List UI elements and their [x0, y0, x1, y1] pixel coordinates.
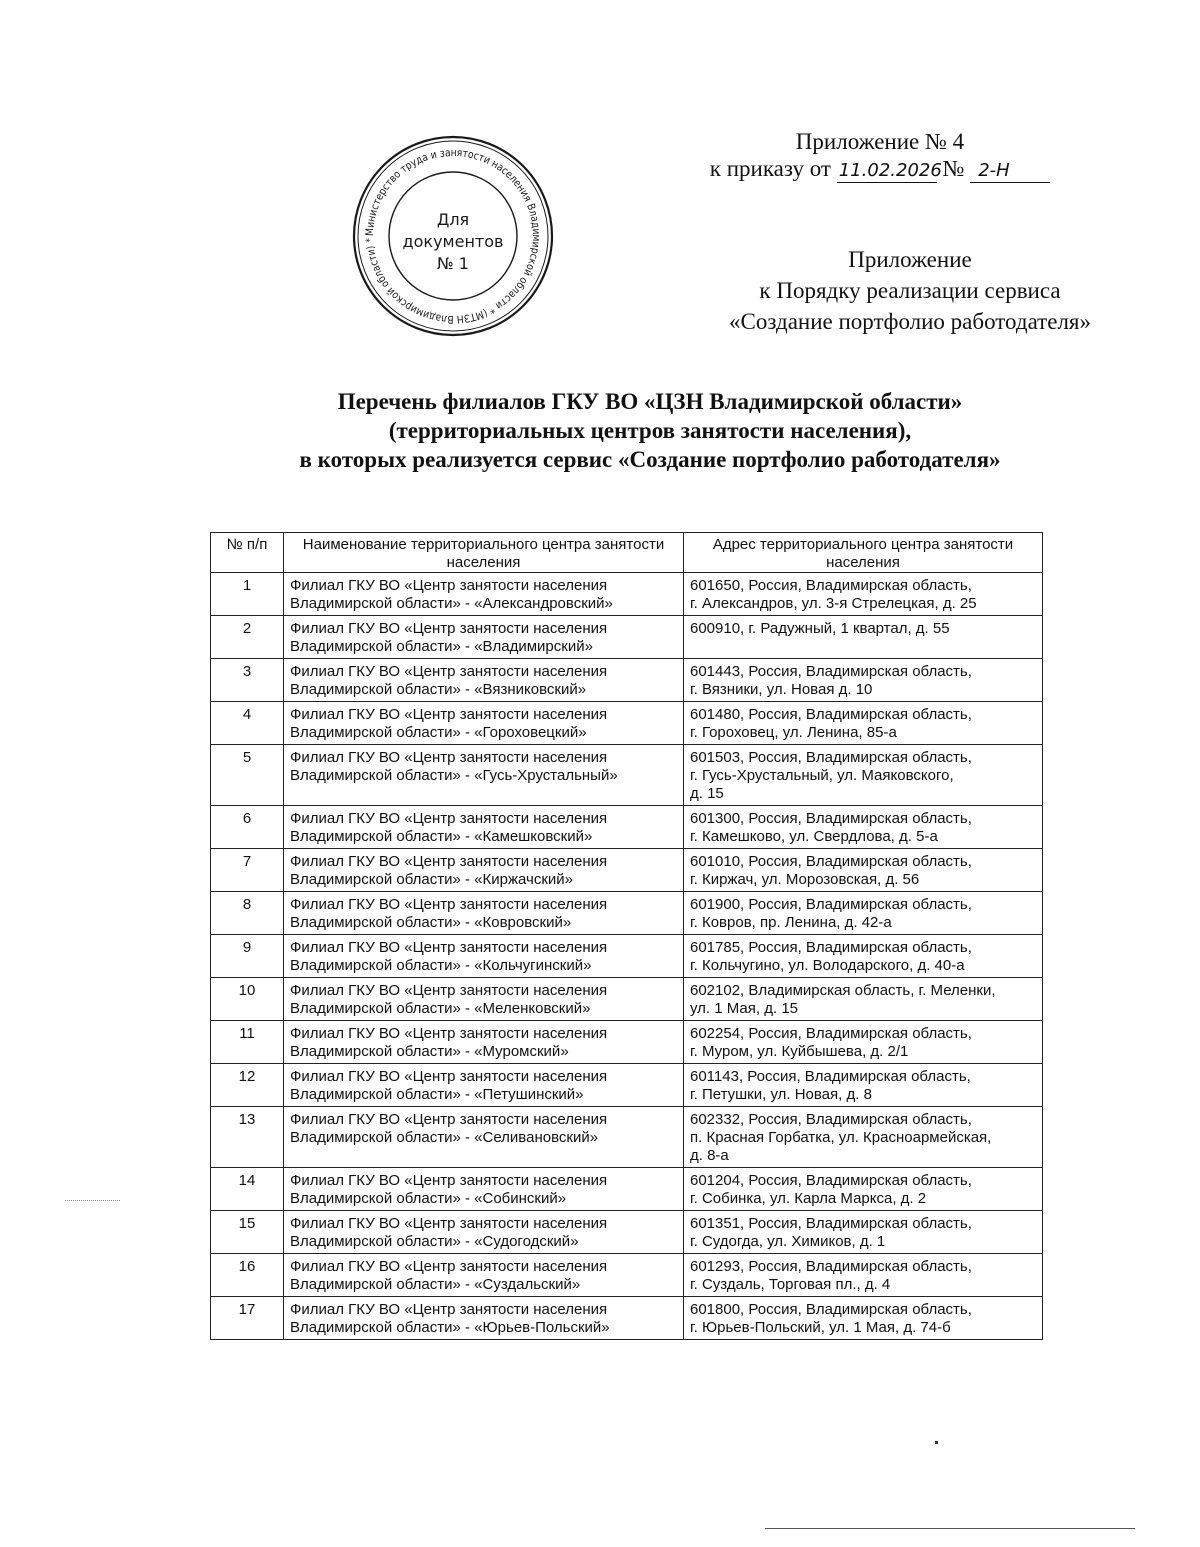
row-number: 17	[211, 1297, 284, 1340]
branch-name-line: Филиал ГКУ ВО «Центр занятости населения	[290, 1258, 608, 1275]
branch-address-cell	[684, 1021, 1043, 1064]
branch-address-cell	[684, 745, 1043, 806]
row-number: 6	[211, 806, 284, 849]
branch-name-line: Владимирской области» - «Вязниковский»	[290, 681, 587, 698]
appendix-procedure-block	[660, 244, 1160, 337]
row-number: 3	[211, 659, 284, 702]
branch-address-cell	[684, 1064, 1043, 1107]
table-row	[211, 935, 1043, 978]
branch-name-cell	[284, 1021, 684, 1064]
order-date: 11.02.2026	[838, 160, 942, 181]
branch-address-cell	[684, 892, 1043, 935]
branch-address-line: 601293, Россия, Владимирская область,	[690, 1258, 972, 1275]
branch-name-line: Филиал ГКУ ВО «Центр занятости населения	[290, 706, 608, 723]
branch-address-line: 601650, Россия, Владимирская область,	[690, 577, 972, 594]
branch-name-line: Филиал ГКУ ВО «Центр занятости населения	[290, 749, 608, 766]
appendix-4-block	[700, 128, 1060, 183]
branch-address-cell	[684, 849, 1043, 892]
row-number: 15	[211, 1211, 284, 1254]
branch-address-line: 601351, Россия, Владимирская область,	[690, 1215, 972, 1232]
svg-text:Для: Для	[436, 210, 470, 229]
branch-name-line: Владимирской области» - «Суздальский»	[290, 1276, 581, 1293]
branch-address-cell	[684, 1254, 1043, 1297]
branch-name-cell	[284, 1254, 684, 1297]
branch-address-line: 601300, Россия, Владимирская область,	[690, 810, 972, 827]
order-reference	[700, 155, 1060, 183]
branch-name-cell	[284, 1211, 684, 1254]
branch-address-line: г. Судогда, ул. Химиков, д. 1	[690, 1233, 886, 1250]
svg-text:документов: документов	[402, 232, 504, 251]
appendix-service-name: «Создание портфолио работодателя»	[728, 309, 1091, 334]
branch-address-line: г. Гусь-Хрустальный, ул. Маяковского,	[690, 767, 954, 784]
branch-address-line: 601204, Россия, Владимирская область,	[690, 1172, 972, 1189]
branch-address-line: г. Муром, ул. Куйбышева, д. 2/1	[690, 1043, 909, 1060]
branch-name-line: Филиал ГКУ ВО «Центр занятости населения	[290, 853, 608, 870]
row-number: 12	[211, 1064, 284, 1107]
branch-name-cell	[284, 1107, 684, 1168]
table-row	[211, 1021, 1043, 1064]
branch-address-line: д. 15	[690, 785, 724, 802]
branch-name-cell	[284, 935, 684, 978]
branch-name-line: Владимирской области» - «Александровский»	[290, 595, 613, 612]
document-stamp	[350, 133, 556, 339]
appendix-subheading: к Порядку реализации сервиса	[759, 278, 1061, 303]
table-row	[211, 1211, 1043, 1254]
branch-name-cell	[284, 892, 684, 935]
table-header-row	[211, 533, 1043, 573]
branch-address-cell	[684, 659, 1043, 702]
branch-name-line: Владимирской области» - «Петушинский»	[290, 1086, 584, 1103]
branch-name-line: Владимирской области» - «Селивановский»	[290, 1129, 599, 1146]
branch-name-cell	[284, 849, 684, 892]
branch-address-line: 601443, Россия, Владимирская область,	[690, 663, 972, 680]
table-row	[211, 1064, 1043, 1107]
branch-name-cell	[284, 806, 684, 849]
row-number: 9	[211, 935, 284, 978]
table-row	[211, 978, 1043, 1021]
row-number: 14	[211, 1168, 284, 1211]
scan-dot	[935, 1441, 938, 1444]
branch-name-line: Владимирской области» - «Гусь-Хрустальный»	[290, 767, 618, 784]
branch-address-cell	[684, 1297, 1043, 1340]
title-line-3: в которых реализуется сервис «Создание портфолио работодателя»	[299, 447, 1001, 472]
branch-address-line: г. Собинка, ул. Карла Маркса, д. 2	[690, 1190, 927, 1207]
branch-address-line: г. Кольчугино, ул. Володарского, д. 40-а	[690, 957, 965, 974]
branch-address-cell	[684, 978, 1043, 1021]
branch-address-line: г. Вязники, ул. Новая д. 10	[690, 681, 873, 698]
branch-name-line: Филиал ГКУ ВО «Центр занятости населения	[290, 1301, 608, 1318]
branch-address-line: г. Гороховец, ул. Ленина, 85-а	[690, 724, 897, 741]
table-row	[211, 573, 1043, 616]
title-line-1: Перечень филиалов ГКУ ВО «ЦЗН Владимирской области»	[337, 389, 963, 414]
branch-address-line: г. Юрьев-Польский, ул. 1 Мая, д. 74-б	[690, 1319, 951, 1336]
branch-address-cell	[684, 806, 1043, 849]
branch-address-cell	[684, 935, 1043, 978]
branch-address-cell	[684, 1168, 1043, 1211]
branch-name-line: Владимирской области» - «Кольчугинский»	[290, 957, 592, 974]
row-number: 2	[211, 616, 284, 659]
order-prefix: к приказу от	[709, 156, 831, 181]
branch-address-cell	[684, 702, 1043, 745]
branch-name-cell	[284, 1297, 684, 1340]
header-address: Адрес территориального центра занятости населения	[684, 533, 1043, 573]
branch-name-line: Владимирской области» - «Ковровский»	[290, 914, 572, 931]
branch-address-line: г. Суздаль, Торговая пл., д. 4	[690, 1276, 891, 1293]
branch-name-line: Владимирской области» - «Киржачский»	[290, 871, 573, 888]
branch-address-line: 601010, Россия, Владимирская область,	[690, 853, 972, 870]
title-line-2: (территориальных центров занятости населения),	[388, 418, 912, 443]
row-number: 16	[211, 1254, 284, 1297]
branch-name-line: Филиал ГКУ ВО «Центр занятости населения	[290, 896, 608, 913]
branch-name-line: Филиал ГКУ ВО «Центр занятости населения	[290, 663, 608, 680]
branch-name-line: Филиал ГКУ ВО «Центр занятости населения	[290, 982, 608, 999]
branch-address-line: г. Ковров, пр. Ленина, д. 42-а	[690, 914, 892, 931]
branch-address-line: г. Петушки, ул. Новая, д. 8	[690, 1086, 872, 1103]
branch-name-line: Владимирской области» - «Собинский»	[290, 1190, 567, 1207]
table-row	[211, 1107, 1043, 1168]
table-row	[211, 1254, 1043, 1297]
branch-address-cell	[684, 616, 1043, 659]
scan-line	[765, 1528, 1135, 1529]
branch-address-line: 601900, Россия, Владимирская область,	[690, 896, 972, 913]
branch-address-cell	[684, 1211, 1043, 1254]
row-number: 7	[211, 849, 284, 892]
table-row	[211, 659, 1043, 702]
svg-text:Министерство труда и занятости: Министерство труда и занятости населения Владимирской области * (МТЗН Владимирской области) *	[363, 146, 543, 326]
order-number-label: №	[942, 156, 965, 181]
branch-name-cell	[284, 745, 684, 806]
branch-name-cell	[284, 616, 684, 659]
branch-name-line: Филиал ГКУ ВО «Центр занятости населения	[290, 1111, 608, 1128]
table-body	[211, 573, 1043, 1340]
branch-name-line: Филиал ГКУ ВО «Центр занятости населения	[290, 1172, 608, 1189]
order-number: 2-Н	[970, 160, 1050, 183]
branch-address-line: г. Камешково, ул. Свердлова, д. 5-а	[690, 828, 938, 845]
header-num: № п/п	[211, 533, 284, 573]
branch-address-line: г. Александров, ул. 3-я Стрелецкая, д. 25	[690, 595, 977, 612]
row-number: 1	[211, 573, 284, 616]
branch-name-cell	[284, 573, 684, 616]
branch-address-line: 602332, Россия, Владимирская область,	[690, 1111, 972, 1128]
table-row	[211, 616, 1043, 659]
branch-name-line: Владимирской области» - «Гороховецкий»	[290, 724, 587, 741]
table-row	[211, 1168, 1043, 1211]
row-number: 10	[211, 978, 284, 1021]
branch-address-cell	[684, 1107, 1043, 1168]
branch-name-cell	[284, 1168, 684, 1211]
branch-name-line: Владимирской области» - «Муромский»	[290, 1043, 569, 1060]
header-name: Наименование территориального центра занятости населения	[284, 533, 684, 573]
branch-name-cell	[284, 702, 684, 745]
table-row	[211, 1297, 1043, 1340]
branch-name-line: Филиал ГКУ ВО «Центр занятости населения	[290, 577, 608, 594]
branch-name-line: Владимирской области» - «Юрьев-Польский»	[290, 1319, 610, 1336]
table-row	[211, 702, 1043, 745]
branch-address-line: д. 8-а	[690, 1147, 729, 1164]
branch-address-line: 601800, Россия, Владимирская область,	[690, 1301, 972, 1318]
scan-mark	[65, 1200, 120, 1201]
branch-name-cell	[284, 1064, 684, 1107]
row-number: 4	[211, 702, 284, 745]
branch-name-line: Владимирской области» - «Владимирский»	[290, 638, 593, 655]
branch-name-line: Филиал ГКУ ВО «Центр занятости населения	[290, 1215, 608, 1232]
branch-address-line: 601785, Россия, Владимирская область,	[690, 939, 972, 956]
branch-address-line: 602254, Россия, Владимирская область,	[690, 1025, 972, 1042]
branch-name-cell	[284, 978, 684, 1021]
branch-name-cell	[284, 659, 684, 702]
table-row	[211, 849, 1043, 892]
branch-name-line: Филиал ГКУ ВО «Центр занятости населения	[290, 810, 608, 827]
row-number: 13	[211, 1107, 284, 1168]
appendix-4-heading: Приложение № 4	[795, 129, 965, 154]
branch-address-line: 601503, Россия, Владимирская область,	[690, 749, 972, 766]
branch-address-line: 600910, г. Радужный, 1 квартал, д. 55	[690, 620, 950, 637]
branch-address-line: 601480, Россия, Владимирская область,	[690, 706, 972, 723]
svg-text:№ 1: № 1	[437, 254, 469, 273]
document-title	[150, 387, 1150, 474]
appendix-heading: Приложение	[848, 247, 972, 272]
row-number: 11	[211, 1021, 284, 1064]
branch-name-line: Владимирской области» - «Меленковский»	[290, 1000, 591, 1017]
branches-table	[210, 532, 1043, 1340]
branch-name-line: Филиал ГКУ ВО «Центр занятости населения	[290, 620, 608, 637]
branch-address-line: п. Красная Горбатка, ул. Красноармейская,	[690, 1129, 992, 1146]
table-row	[211, 892, 1043, 935]
table-row	[211, 745, 1043, 806]
table-row	[211, 806, 1043, 849]
row-number: 8	[211, 892, 284, 935]
branch-name-line: Владимирской области» - «Камешковский»	[290, 828, 593, 845]
branch-address-line: ул. 1 Мая, д. 15	[690, 1000, 799, 1017]
branch-address-line: 601143, Россия, Владимирская область,	[690, 1068, 971, 1085]
branch-name-line: Филиал ГКУ ВО «Центр занятости населения	[290, 1068, 608, 1085]
branch-name-line: Филиал ГКУ ВО «Центр занятости населения	[290, 1025, 608, 1042]
branch-address-line: 602102, Владимирская область, г. Меленки,	[690, 982, 996, 999]
branch-address-line: г. Киржач, ул. Морозовская, д. 56	[690, 871, 920, 888]
branch-address-cell	[684, 573, 1043, 616]
row-number: 5	[211, 745, 284, 806]
branch-name-line: Филиал ГКУ ВО «Центр занятости населения	[290, 939, 608, 956]
branch-name-line: Владимирской области» - «Судогодский»	[290, 1233, 579, 1250]
